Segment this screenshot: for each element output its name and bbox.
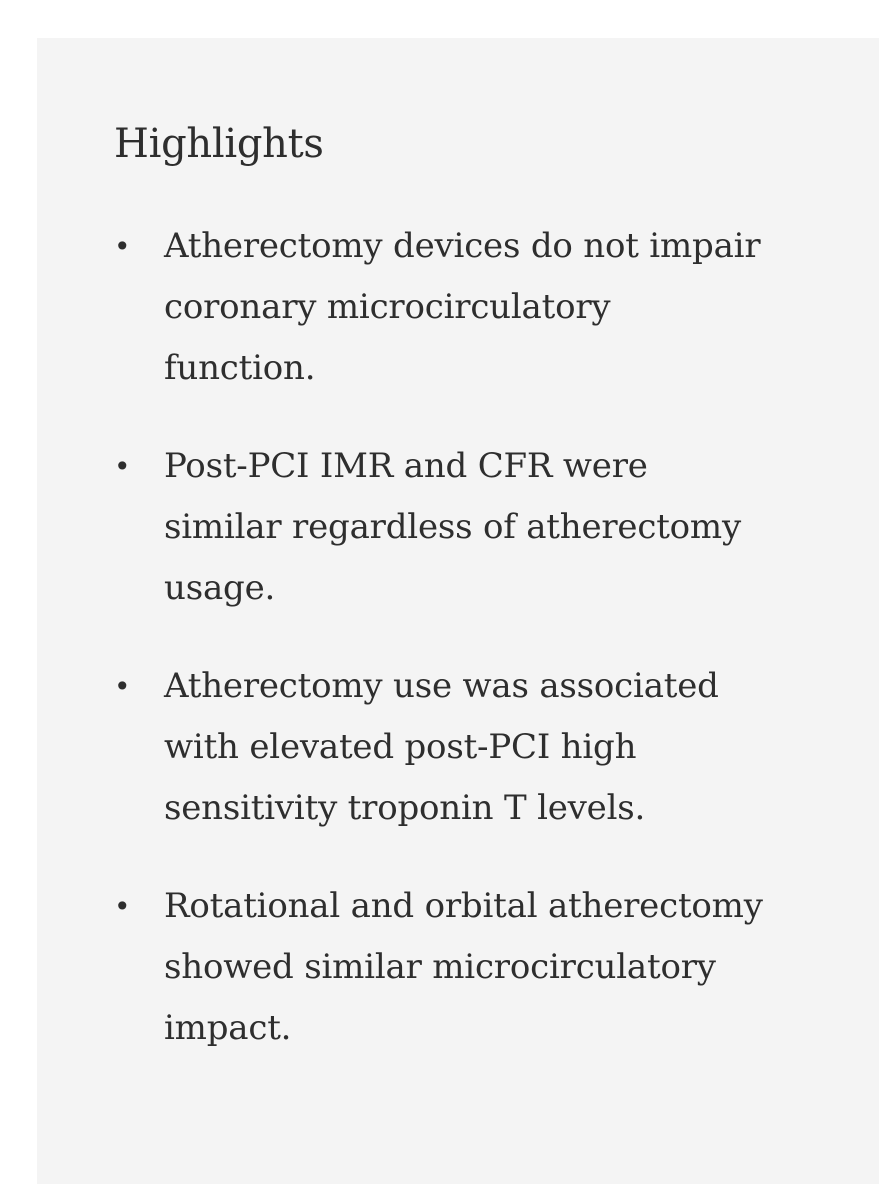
- highlight-text: Atherectomy use was associated with elevated post-PCI high sensitivity troponin T levels.: [164, 666, 719, 828]
- bullet-icon: •: [114, 890, 131, 923]
- bullet-icon: •: [114, 450, 131, 483]
- highlight-item: [114, 876, 764, 1059]
- highlights-list: [114, 216, 879, 1059]
- highlight-item: [114, 216, 764, 399]
- highlights-heading: Highlights: [114, 121, 324, 167]
- highlight-text: Post-PCI IMR and CFR were similar regardless of atherectomy usage.: [164, 446, 741, 608]
- highlight-item: [114, 656, 764, 839]
- highlights-panel: [37, 38, 879, 1184]
- bullet-icon: •: [114, 230, 131, 263]
- highlight-text: Atherectomy devices do not impair coronary microcirculatory function.: [164, 226, 761, 388]
- highlight-text: Rotational and orbital atherectomy showed similar microcirculatory impact.: [164, 886, 763, 1048]
- bullet-icon: •: [114, 670, 131, 703]
- highlight-item: [114, 436, 764, 619]
